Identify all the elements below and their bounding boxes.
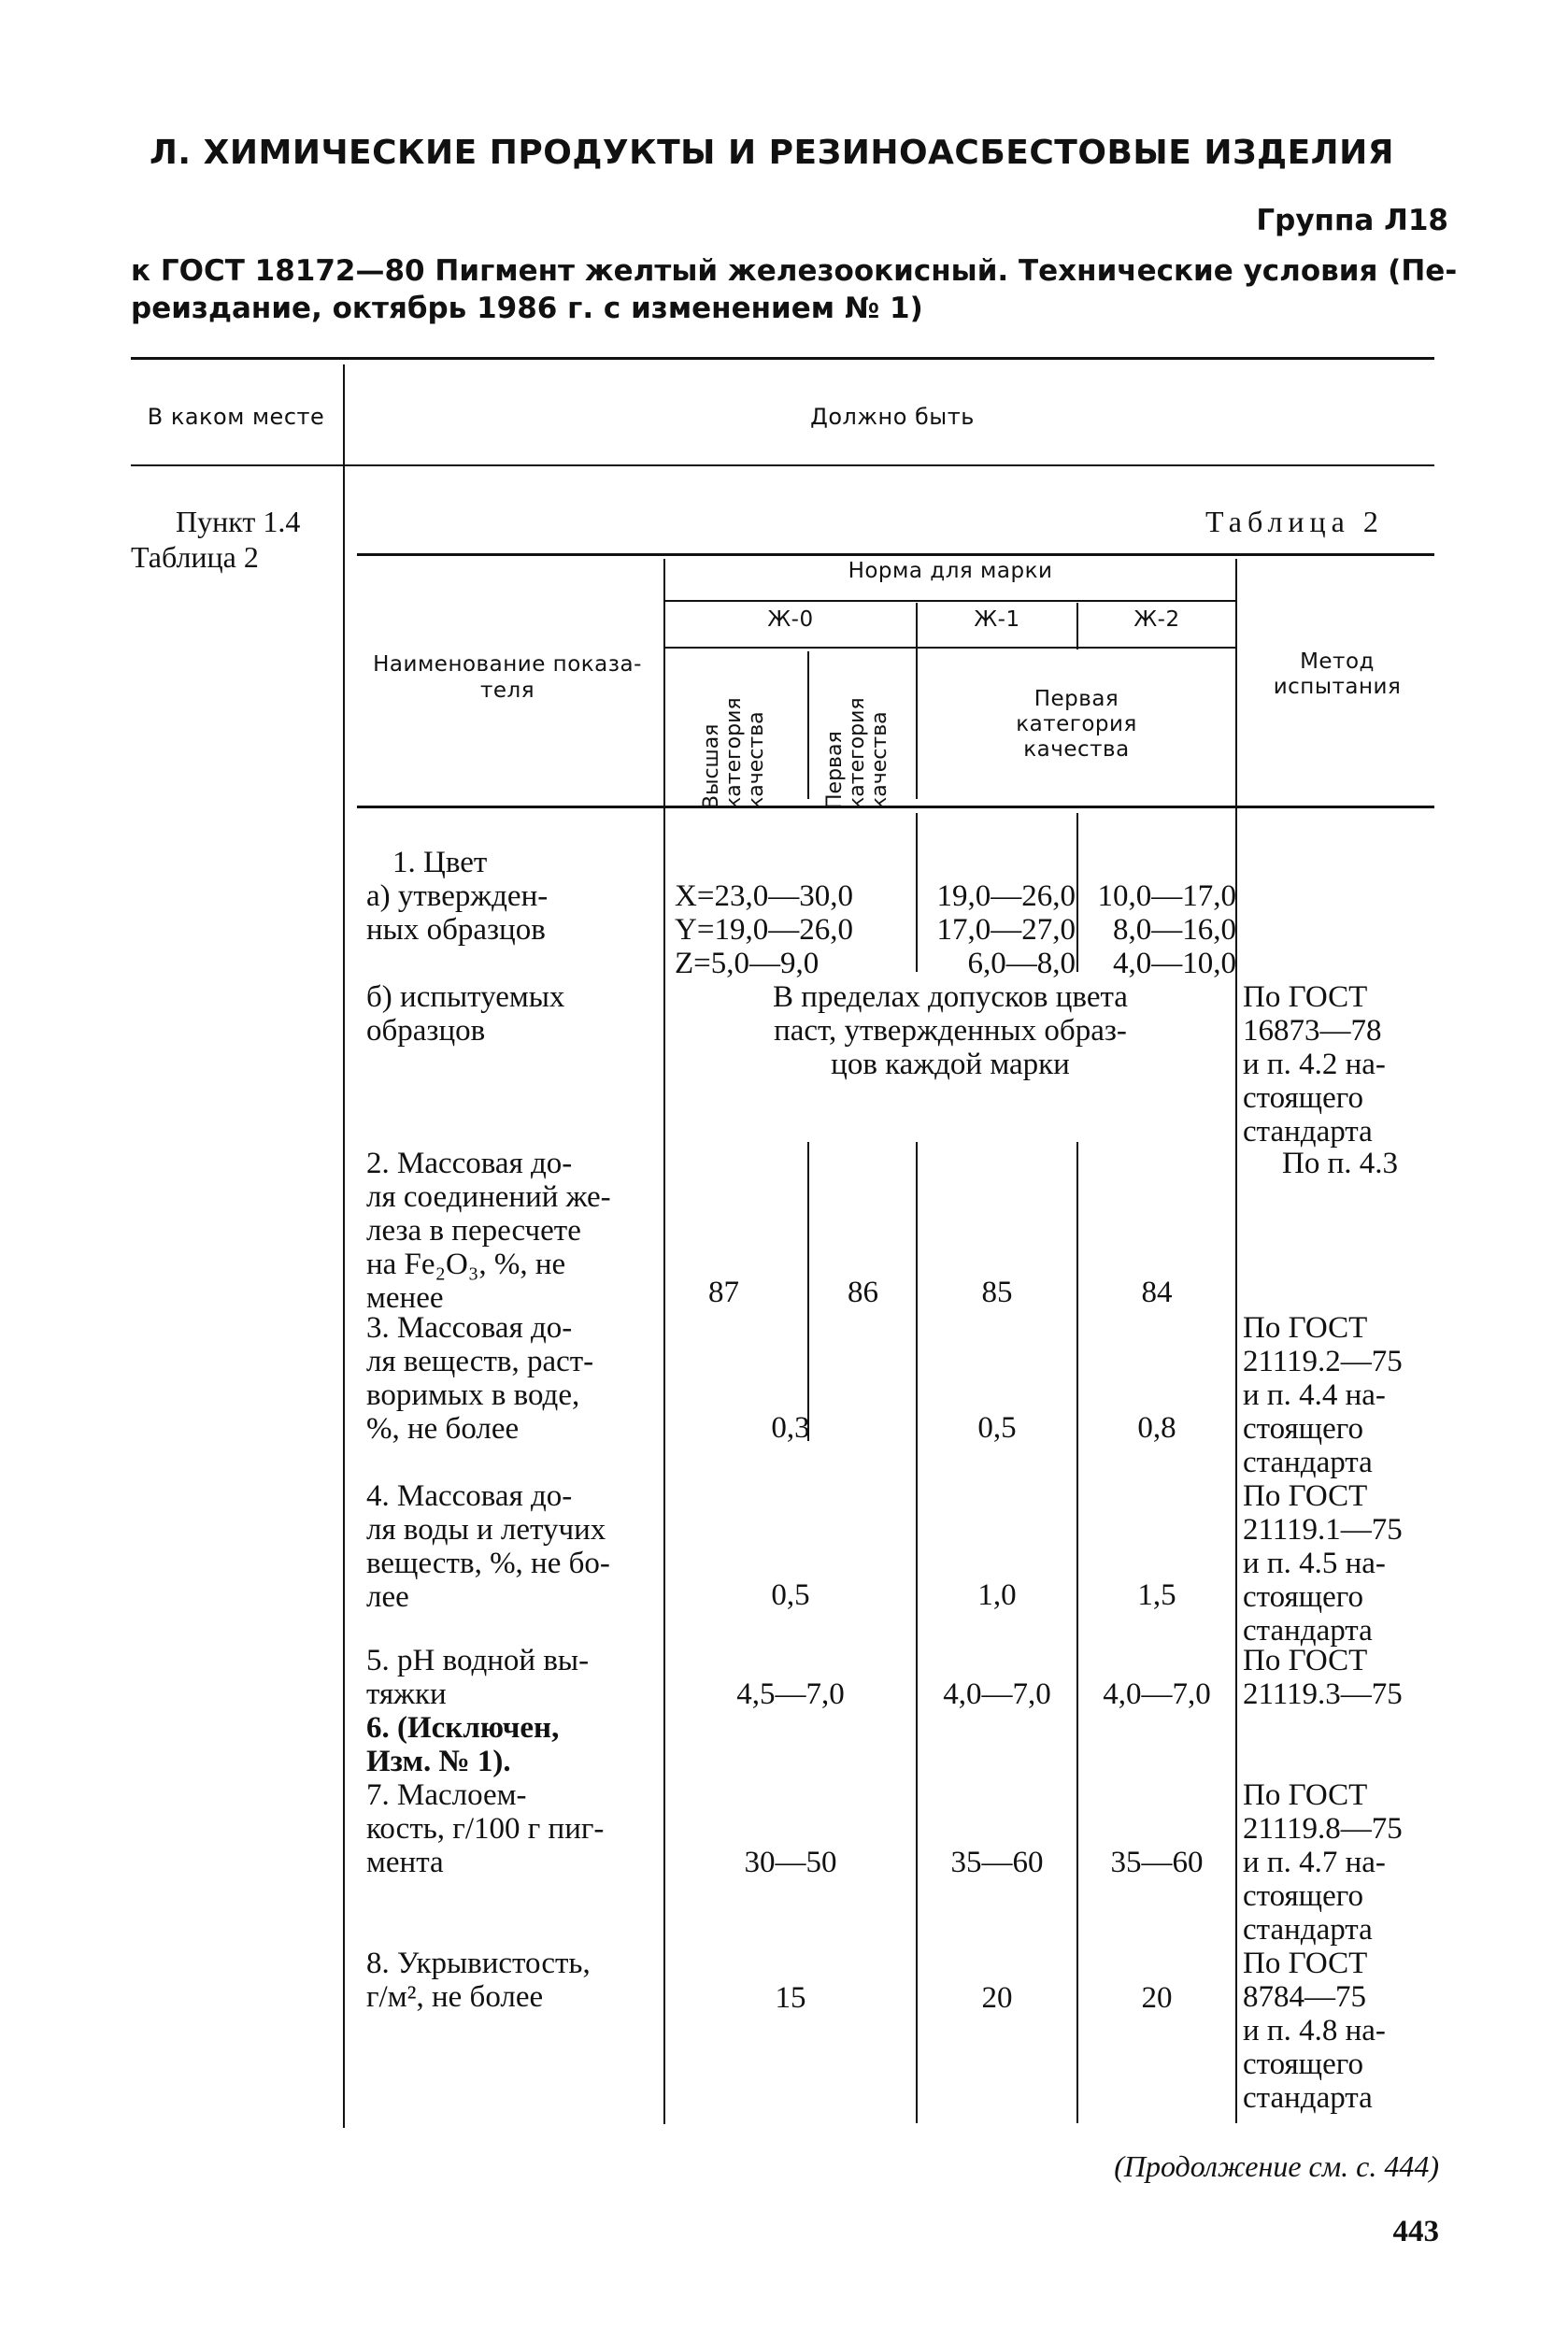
body-zh1-zh2-divider-a xyxy=(1076,813,1078,972)
row3-zh2: 0,8 xyxy=(1137,1411,1176,1445)
row4-zh2: 1,5 xyxy=(1137,1578,1176,1612)
row1a-name: а) утвержден- ных образцов xyxy=(366,879,549,947)
row4-zh0: 0,5 xyxy=(771,1578,810,1612)
row1b-value: В пределах допусков цвета паст, утвержденных образ- цов каждой марки xyxy=(773,980,1128,1081)
table-caption: Таблица 2 xyxy=(1205,505,1384,538)
method-header: Метод испытания xyxy=(1273,649,1402,699)
row5-zh1: 4,0—7,0 xyxy=(943,1677,1051,1711)
row8-method: По ГОСТ 8784—75 и п. 4.8 на- стоящего стандарта xyxy=(1243,1947,1386,2115)
row8-zh2: 20 xyxy=(1141,1981,1173,2015)
inner-zh0-sub-divider xyxy=(807,651,809,799)
outer-header-rule xyxy=(131,464,1434,466)
doc-reference-line1: к ГОСТ 18172—80 Пигмент желтый железоокисный. Технические условия (Пе- xyxy=(131,254,1458,288)
grade-zh2-header: Ж-2 xyxy=(1133,607,1180,632)
where-table: Таблица 2 xyxy=(131,540,259,574)
highest-category-header: Высшая категория качества xyxy=(700,697,768,809)
row4-method: По ГОСТ 21119.1—75 и п. 4.5 на- стоящего стандарта xyxy=(1243,1479,1403,1648)
row7-zh1: 35—60 xyxy=(950,1846,1044,1879)
row8-zh0: 15 xyxy=(775,1981,806,2015)
col-should-header: Должно быть xyxy=(810,404,975,430)
row1a-zh0: X=23,0—30,0 Y=19,0—26,0 Z=5,0—9,0 xyxy=(675,879,853,980)
row6-name: 6. (Исключен, Изм. № 1). xyxy=(366,1711,560,1778)
row5-zh0: 4,5—7,0 xyxy=(736,1677,845,1711)
grade-zh0-header: Ж-0 xyxy=(767,607,814,632)
col-where-header: В каком месте xyxy=(147,404,325,430)
row5-method: По ГОСТ 21119.3—75 xyxy=(1243,1644,1403,1711)
row3-name: 3. Массовая до- ля веществ, раст- воримых в воде, %, не более xyxy=(366,1311,594,1446)
group-label: Группа Л18 xyxy=(1256,204,1448,237)
row1b-method: По ГОСТ 16873—78 и п. 4.2 на- стоящего стандарта xyxy=(1243,980,1386,1149)
indicator-header: Наименование показа- теля xyxy=(373,652,642,703)
grade-zh1-header: Ж-1 xyxy=(974,607,1020,632)
outer-column-divider xyxy=(343,364,345,2128)
section-title: Л. ХИМИЧЕСКИЕ ПРОДУКТЫ И РЕЗИНОАСБЕСТОВЫЕ ИЗДЕЛИЯ xyxy=(150,134,1394,172)
row1b-name: б) испытуемых образцов xyxy=(366,980,565,1048)
outer-top-rule xyxy=(131,357,1434,360)
row2-zh0-highest: 87 xyxy=(708,1276,739,1309)
page-number: 443 xyxy=(1392,2215,1439,2248)
row1a-zh1: 19,0—26,0 17,0—27,0 6,0—8,0 xyxy=(936,879,1076,980)
row8-name: 8. Укрывистость, г/м², не более xyxy=(366,1947,591,2014)
body-method-divider-b xyxy=(1235,1142,1237,2123)
row2-method: По п. 4.3 xyxy=(1282,1147,1398,1180)
row8-zh1: 20 xyxy=(981,1981,1013,2015)
row3-method: По ГОСТ 21119.2—75 и п. 4.4 на- стоящего стандарта xyxy=(1243,1311,1403,1479)
row1a-zh2: 10,0—17,0 8,0—16,0 4,0—10,0 xyxy=(1097,879,1236,980)
row4-name: 4. Массовая до- ля воды и летучих веществ, %, не бо- лее xyxy=(366,1479,610,1614)
inner-top-rule xyxy=(357,553,1434,556)
inner-grade-rule xyxy=(665,647,1235,649)
row3-zh1: 0,5 xyxy=(977,1411,1017,1445)
first-category-header-vertical: Первая категория качества xyxy=(823,697,891,809)
row2-zh0-first: 86 xyxy=(848,1276,878,1309)
continuation-note: (Продолжение см. с. 444) xyxy=(1114,2149,1439,2183)
row7-zh0: 30—50 xyxy=(744,1846,837,1879)
first-category-header: Первая категория качества xyxy=(1016,687,1137,762)
inner-norm-rule xyxy=(665,600,1235,602)
row4-zh1: 1,0 xyxy=(977,1578,1017,1612)
doc-reference-line2: реиздание, октябрь 1986 г. с изменением № 1) xyxy=(131,292,923,325)
row7-zh2: 35—60 xyxy=(1110,1846,1204,1879)
row2-zh1: 85 xyxy=(981,1276,1013,1309)
row7-method: По ГОСТ 21119.8—75 и п. 4.7 на- стоящего стандарта xyxy=(1243,1778,1403,1947)
inner-indicator-divider xyxy=(663,559,665,2124)
row1-title: 1. Цвет xyxy=(392,846,488,879)
row2-name: 2. Массовая до- ля соединений же- леза в пересчете на Fe₂O₃, %, не менее xyxy=(366,1147,611,1315)
row5-name: 5. рН водной вы- тяжки xyxy=(366,1644,590,1711)
row5-zh2: 4,0—7,0 xyxy=(1103,1677,1211,1711)
where-item: Пункт 1.4 xyxy=(176,505,301,538)
row7-name: 7. Маслоем- кость, г/100 г пиг- мента xyxy=(366,1778,605,1879)
norm-header: Норма для марки xyxy=(848,559,1053,583)
row2-zh2: 84 xyxy=(1141,1276,1173,1309)
row3-zh0: 0,3 xyxy=(771,1411,810,1445)
